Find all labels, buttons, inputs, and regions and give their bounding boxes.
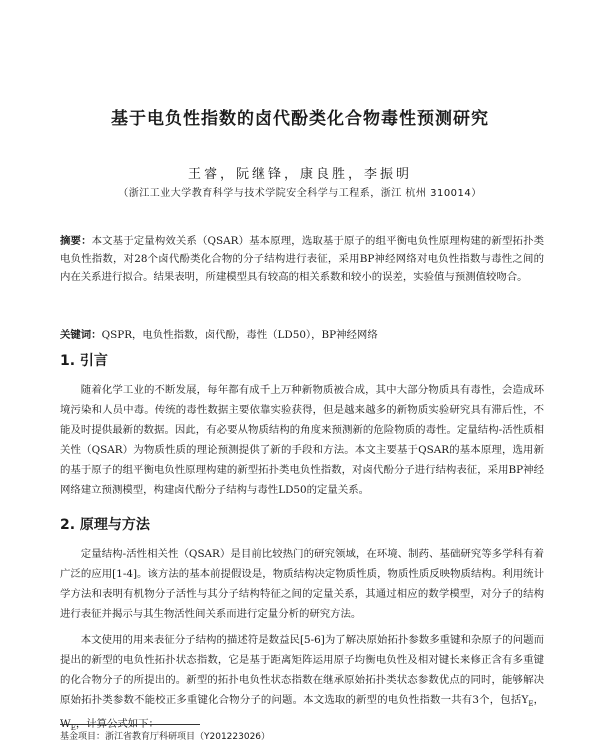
abstract — [60, 232, 544, 286]
authors: 王睿，阮继锋，康良胜，李振明 — [187, 167, 412, 182]
abstract-text: 本文基于定量构效关系（QSAR）基本原理，选取基于原子的组平衡电负性原理构建的新型拓扑类电负性指数，对28个卤代酚类化合物的分子结构进行表征，采用BP神经网络对电负性指数与毒性之间的内在关系进行拟合。结果表明，所建模型具有较高的相关系数和较小的误差，实验值与预测值较吻合。 — [60, 235, 544, 283]
keywords-text: QSPR，电负性指数，卤代酚，毒性（LD50），BP神经网络 — [101, 329, 378, 341]
keywords-label: 关键词： — [60, 329, 102, 341]
section-2-paragraph-2-end: ，计算公式如下： — [75, 718, 159, 731]
section-2-paragraph-2 — [60, 630, 544, 738]
paper-title: 基于电负性指数的卤代酚类化合物毒性预测研究 — [111, 109, 489, 129]
keywords — [60, 326, 544, 344]
ye-subscript: E — [528, 700, 534, 709]
section-2-paragraph-2-text: 本文使用的用来表征分子结构的描述符是数益民[5-6]为了解决原始拓扑参数多重键和杂原子的问题而提出的新型的电负性拓扑状态指数，它是基于距离矩阵运用原子均衡电负性及相对键长来修正含有多重键的化合物分子的所提出的。新型的拓扑电负性状态指数在继承原始拓扑类状态参数优点的同时，能够解决原始拓扑类参数不能校正多重键化合物分子的问题。本文选取的新型的电负性指数一共有3个，包括Y — [60, 634, 544, 706]
section-1-paragraph: 随着化学工业的不断发展，每年都有成千上万种新物质被合成，其中大部分物质具有毒性，会造成环境污染和人员中毒。传统的毒性数据主要依靠实验获得，但是越来越多的新物质实验研究具有滞后性，不能及时提供最新的数据。因此，有必要从物质结构的角度来预测新的危险物质的毒性。定量结构-活性质相关性（QSAR）为物质性质的理论预测提供了新的手段和方法。本文主要基于QSAR的基本原理，选用新的基于原子的组平衡电负性原理构建的新型拓扑类电负性指数，对卤代酚分子进行结构表征，采用BP神经网络建立预测模型，构建卤代酚分子结构与毒性LD50的定量关系。 — [60, 384, 544, 496]
section-2-paragraph-2-mid: ，W — [60, 694, 545, 731]
section-2-title: 2. 原理与方法 — [60, 517, 150, 533]
abstract-label: 摘要： — [60, 235, 92, 247]
section-1-title: 1. 引言 — [60, 353, 108, 369]
footnote: 基金项目：浙江省教育厅科研项目（Y201223026） — [60, 732, 271, 742]
affiliation: （浙江工业大学教育科学与技术学院安全科学与工程系，浙江 杭州 310014） — [118, 188, 482, 199]
footnote-rule — [60, 724, 200, 725]
we-subscript: E — [70, 724, 76, 733]
section-2-paragraph-1: 定量结构-活性相关性（QSAR）是目前比较热门的研究领域，在环境、制药、基础研究等多学科有着广泛的应用[1-4]。该方法的基本前提假设是，物质结构决定物质性质，物质性质反映物质结构。利用统计学方法和表明有机物分子活性与其分子结构特征之间的定量关系，其通过相应的数学模型，对分子的结构进行表征并揭示与其生物活性间关系而进行定量分析的研究方法。 — [60, 548, 544, 620]
